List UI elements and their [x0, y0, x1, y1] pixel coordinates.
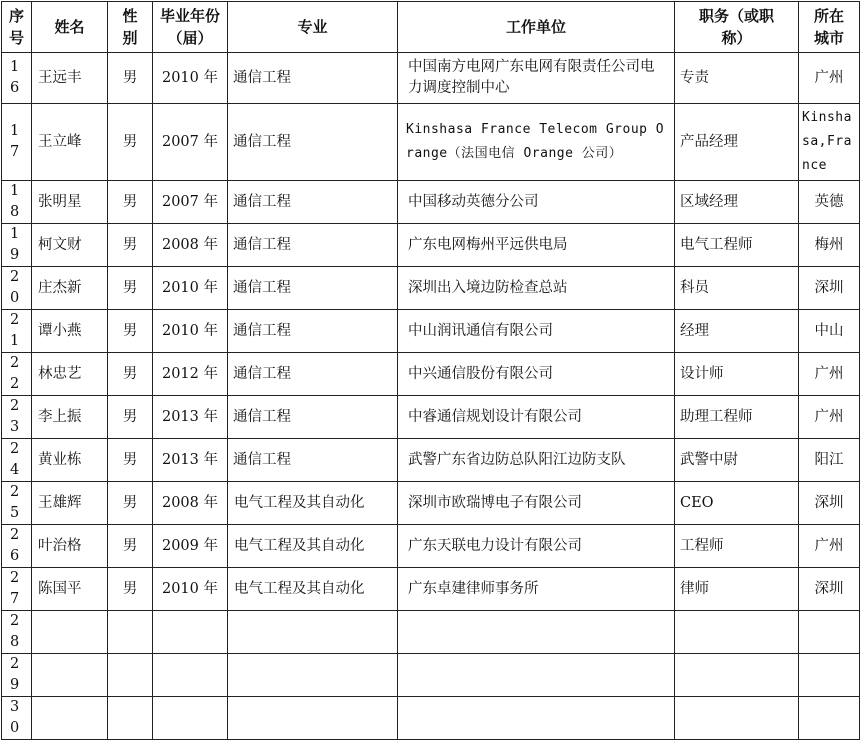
cell-seq: 20 — [2, 267, 32, 310]
header-employer: 工作单位 — [398, 2, 675, 53]
cell-city: 深圳 — [799, 568, 860, 611]
header-gender: 性别 — [108, 2, 153, 53]
cell-seq: 30 — [2, 697, 32, 740]
cell-major: 通信工程 — [228, 439, 398, 482]
cell-name: 林忠艺 — [32, 353, 108, 396]
cell-year — [153, 697, 228, 740]
cell-major: 通信工程 — [228, 396, 398, 439]
cell-gender — [108, 697, 153, 740]
cell-position: 武警中尉 — [675, 439, 799, 482]
table-row — [2, 181, 860, 224]
cell-name: 谭小燕 — [32, 310, 108, 353]
cell-seq: 19 — [2, 224, 32, 267]
table-row — [2, 53, 860, 104]
cell-gender — [108, 611, 153, 654]
cell-year: 2008 年 — [153, 224, 228, 267]
cell-position: 律师 — [675, 568, 799, 611]
cell-name — [32, 654, 108, 697]
header-position: 职务（或职称） — [675, 2, 799, 53]
cell-position: 专责 — [675, 53, 799, 104]
cell-position — [675, 654, 799, 697]
header-major: 专业 — [228, 2, 398, 53]
cell-year: 2010 年 — [153, 267, 228, 310]
cell-seq: 27 — [2, 568, 32, 611]
cell-gender: 男 — [108, 53, 153, 104]
cell-seq: 17 — [2, 104, 32, 181]
cell-name — [32, 611, 108, 654]
cell-name: 柯文财 — [32, 224, 108, 267]
cell-gender: 男 — [108, 267, 153, 310]
cell-position: 经理 — [675, 310, 799, 353]
table-row — [2, 104, 860, 181]
header-seq: 序号 — [2, 2, 32, 53]
table-row — [2, 568, 860, 611]
cell-gender: 男 — [108, 353, 153, 396]
cell-name: 陈国平 — [32, 568, 108, 611]
cell-employer: 广东电网梅州平远供电局 — [398, 224, 675, 267]
cell-year: 2010 年 — [153, 568, 228, 611]
cell-year: 2012 年 — [153, 353, 228, 396]
cell-employer: 中山润讯通信有限公司 — [398, 310, 675, 353]
table-row — [2, 224, 860, 267]
cell-city: 阳江 — [799, 439, 860, 482]
cell-position — [675, 697, 799, 740]
cell-major: 通信工程 — [228, 104, 398, 181]
cell-major — [228, 611, 398, 654]
cell-gender: 男 — [108, 525, 153, 568]
table-row — [2, 482, 860, 525]
cell-major: 通信工程 — [228, 310, 398, 353]
cell-name: 叶治格 — [32, 525, 108, 568]
table-row — [2, 654, 860, 697]
cell-major: 通信工程 — [228, 267, 398, 310]
cell-city — [799, 611, 860, 654]
table-row — [2, 611, 860, 654]
cell-employer: 深圳市欧瑞博电子有限公司 — [398, 482, 675, 525]
cell-city: Kinshasa,France — [799, 104, 860, 181]
cell-seq: 29 — [2, 654, 32, 697]
cell-name: 王远丰 — [32, 53, 108, 104]
cell-seq: 25 — [2, 482, 32, 525]
cell-gender: 男 — [108, 482, 153, 525]
cell-name: 黄业栋 — [32, 439, 108, 482]
cell-position: 科员 — [675, 267, 799, 310]
cell-major: 通信工程 — [228, 181, 398, 224]
cell-city: 广州 — [799, 525, 860, 568]
cell-year: 2009 年 — [153, 525, 228, 568]
cell-city: 中山 — [799, 310, 860, 353]
cell-city: 深圳 — [799, 267, 860, 310]
cell-major — [228, 697, 398, 740]
cell-name: 张明星 — [32, 181, 108, 224]
cell-employer: Kinshasa France Telecom Group Orange（法国电信 Orange 公司） — [398, 104, 675, 181]
cell-year: 2013 年 — [153, 396, 228, 439]
cell-seq: 22 — [2, 353, 32, 396]
cell-gender: 男 — [108, 568, 153, 611]
cell-position: 工程师 — [675, 525, 799, 568]
cell-year: 2010 年 — [153, 53, 228, 104]
cell-gender: 男 — [108, 310, 153, 353]
header-name: 姓名 — [32, 2, 108, 53]
cell-position: 助理工程师 — [675, 396, 799, 439]
table-row — [2, 525, 860, 568]
cell-employer — [398, 611, 675, 654]
table-row — [2, 353, 860, 396]
cell-year: 2007 年 — [153, 104, 228, 181]
cell-position: 电气工程师 — [675, 224, 799, 267]
cell-seq: 26 — [2, 525, 32, 568]
cell-year: 2013 年 — [153, 439, 228, 482]
cell-position: 产品经理 — [675, 104, 799, 181]
cell-position — [675, 611, 799, 654]
header-city: 所在城市 — [799, 2, 860, 53]
cell-seq: 23 — [2, 396, 32, 439]
cell-employer: 中国南方电网广东电网有限责任公司电力调度控制中心 — [398, 53, 675, 104]
cell-major: 通信工程 — [228, 353, 398, 396]
cell-city: 英德 — [799, 181, 860, 224]
cell-major — [228, 654, 398, 697]
cell-major: 通信工程 — [228, 224, 398, 267]
cell-year — [153, 654, 228, 697]
cell-seq: 18 — [2, 181, 32, 224]
cell-major: 电气工程及其自动化 — [228, 525, 398, 568]
cell-city: 梅州 — [799, 224, 860, 267]
cell-seq: 21 — [2, 310, 32, 353]
table-row — [2, 267, 860, 310]
cell-gender: 男 — [108, 104, 153, 181]
cell-employer: 中国移动英德分公司 — [398, 181, 675, 224]
cell-employer: 中兴通信股份有限公司 — [398, 353, 675, 396]
header-year: 毕业年份（届） — [153, 2, 228, 53]
alumni-table — [1, 1, 860, 740]
cell-city — [799, 697, 860, 740]
cell-seq: 28 — [2, 611, 32, 654]
table-row — [2, 396, 860, 439]
cell-city: 深圳 — [799, 482, 860, 525]
cell-year: 2007 年 — [153, 181, 228, 224]
table-row — [2, 310, 860, 353]
cell-year: 2008 年 — [153, 482, 228, 525]
cell-major: 通信工程 — [228, 53, 398, 104]
cell-gender: 男 — [108, 224, 153, 267]
cell-year — [153, 611, 228, 654]
cell-name: 庄杰新 — [32, 267, 108, 310]
cell-city: 广州 — [799, 353, 860, 396]
cell-employer — [398, 654, 675, 697]
cell-position: 区域经理 — [675, 181, 799, 224]
cell-employer: 广东天联电力设计有限公司 — [398, 525, 675, 568]
cell-city — [799, 654, 860, 697]
cell-gender: 男 — [108, 396, 153, 439]
cell-employer: 武警广东省边防总队阳江边防支队 — [398, 439, 675, 482]
cell-employer: 深圳出入境边防检查总站 — [398, 267, 675, 310]
table-header-row — [2, 2, 860, 53]
cell-employer: 广东卓建律师事务所 — [398, 568, 675, 611]
cell-name: 王雄辉 — [32, 482, 108, 525]
cell-seq: 24 — [2, 439, 32, 482]
cell-employer: 中睿通信规划设计有限公司 — [398, 396, 675, 439]
cell-city: 广州 — [799, 53, 860, 104]
cell-gender: 男 — [108, 181, 153, 224]
cell-gender: 男 — [108, 439, 153, 482]
cell-major: 电气工程及其自动化 — [228, 482, 398, 525]
cell-seq: 16 — [2, 53, 32, 104]
cell-major: 电气工程及其自动化 — [228, 568, 398, 611]
cell-position: CEO — [675, 482, 799, 525]
table-row — [2, 697, 860, 740]
cell-name — [32, 697, 108, 740]
cell-position: 设计师 — [675, 353, 799, 396]
cell-year: 2010 年 — [153, 310, 228, 353]
cell-name: 李上振 — [32, 396, 108, 439]
cell-name: 王立峰 — [32, 104, 108, 181]
cell-employer — [398, 697, 675, 740]
table-row — [2, 439, 860, 482]
cell-gender — [108, 654, 153, 697]
cell-city: 广州 — [799, 396, 860, 439]
